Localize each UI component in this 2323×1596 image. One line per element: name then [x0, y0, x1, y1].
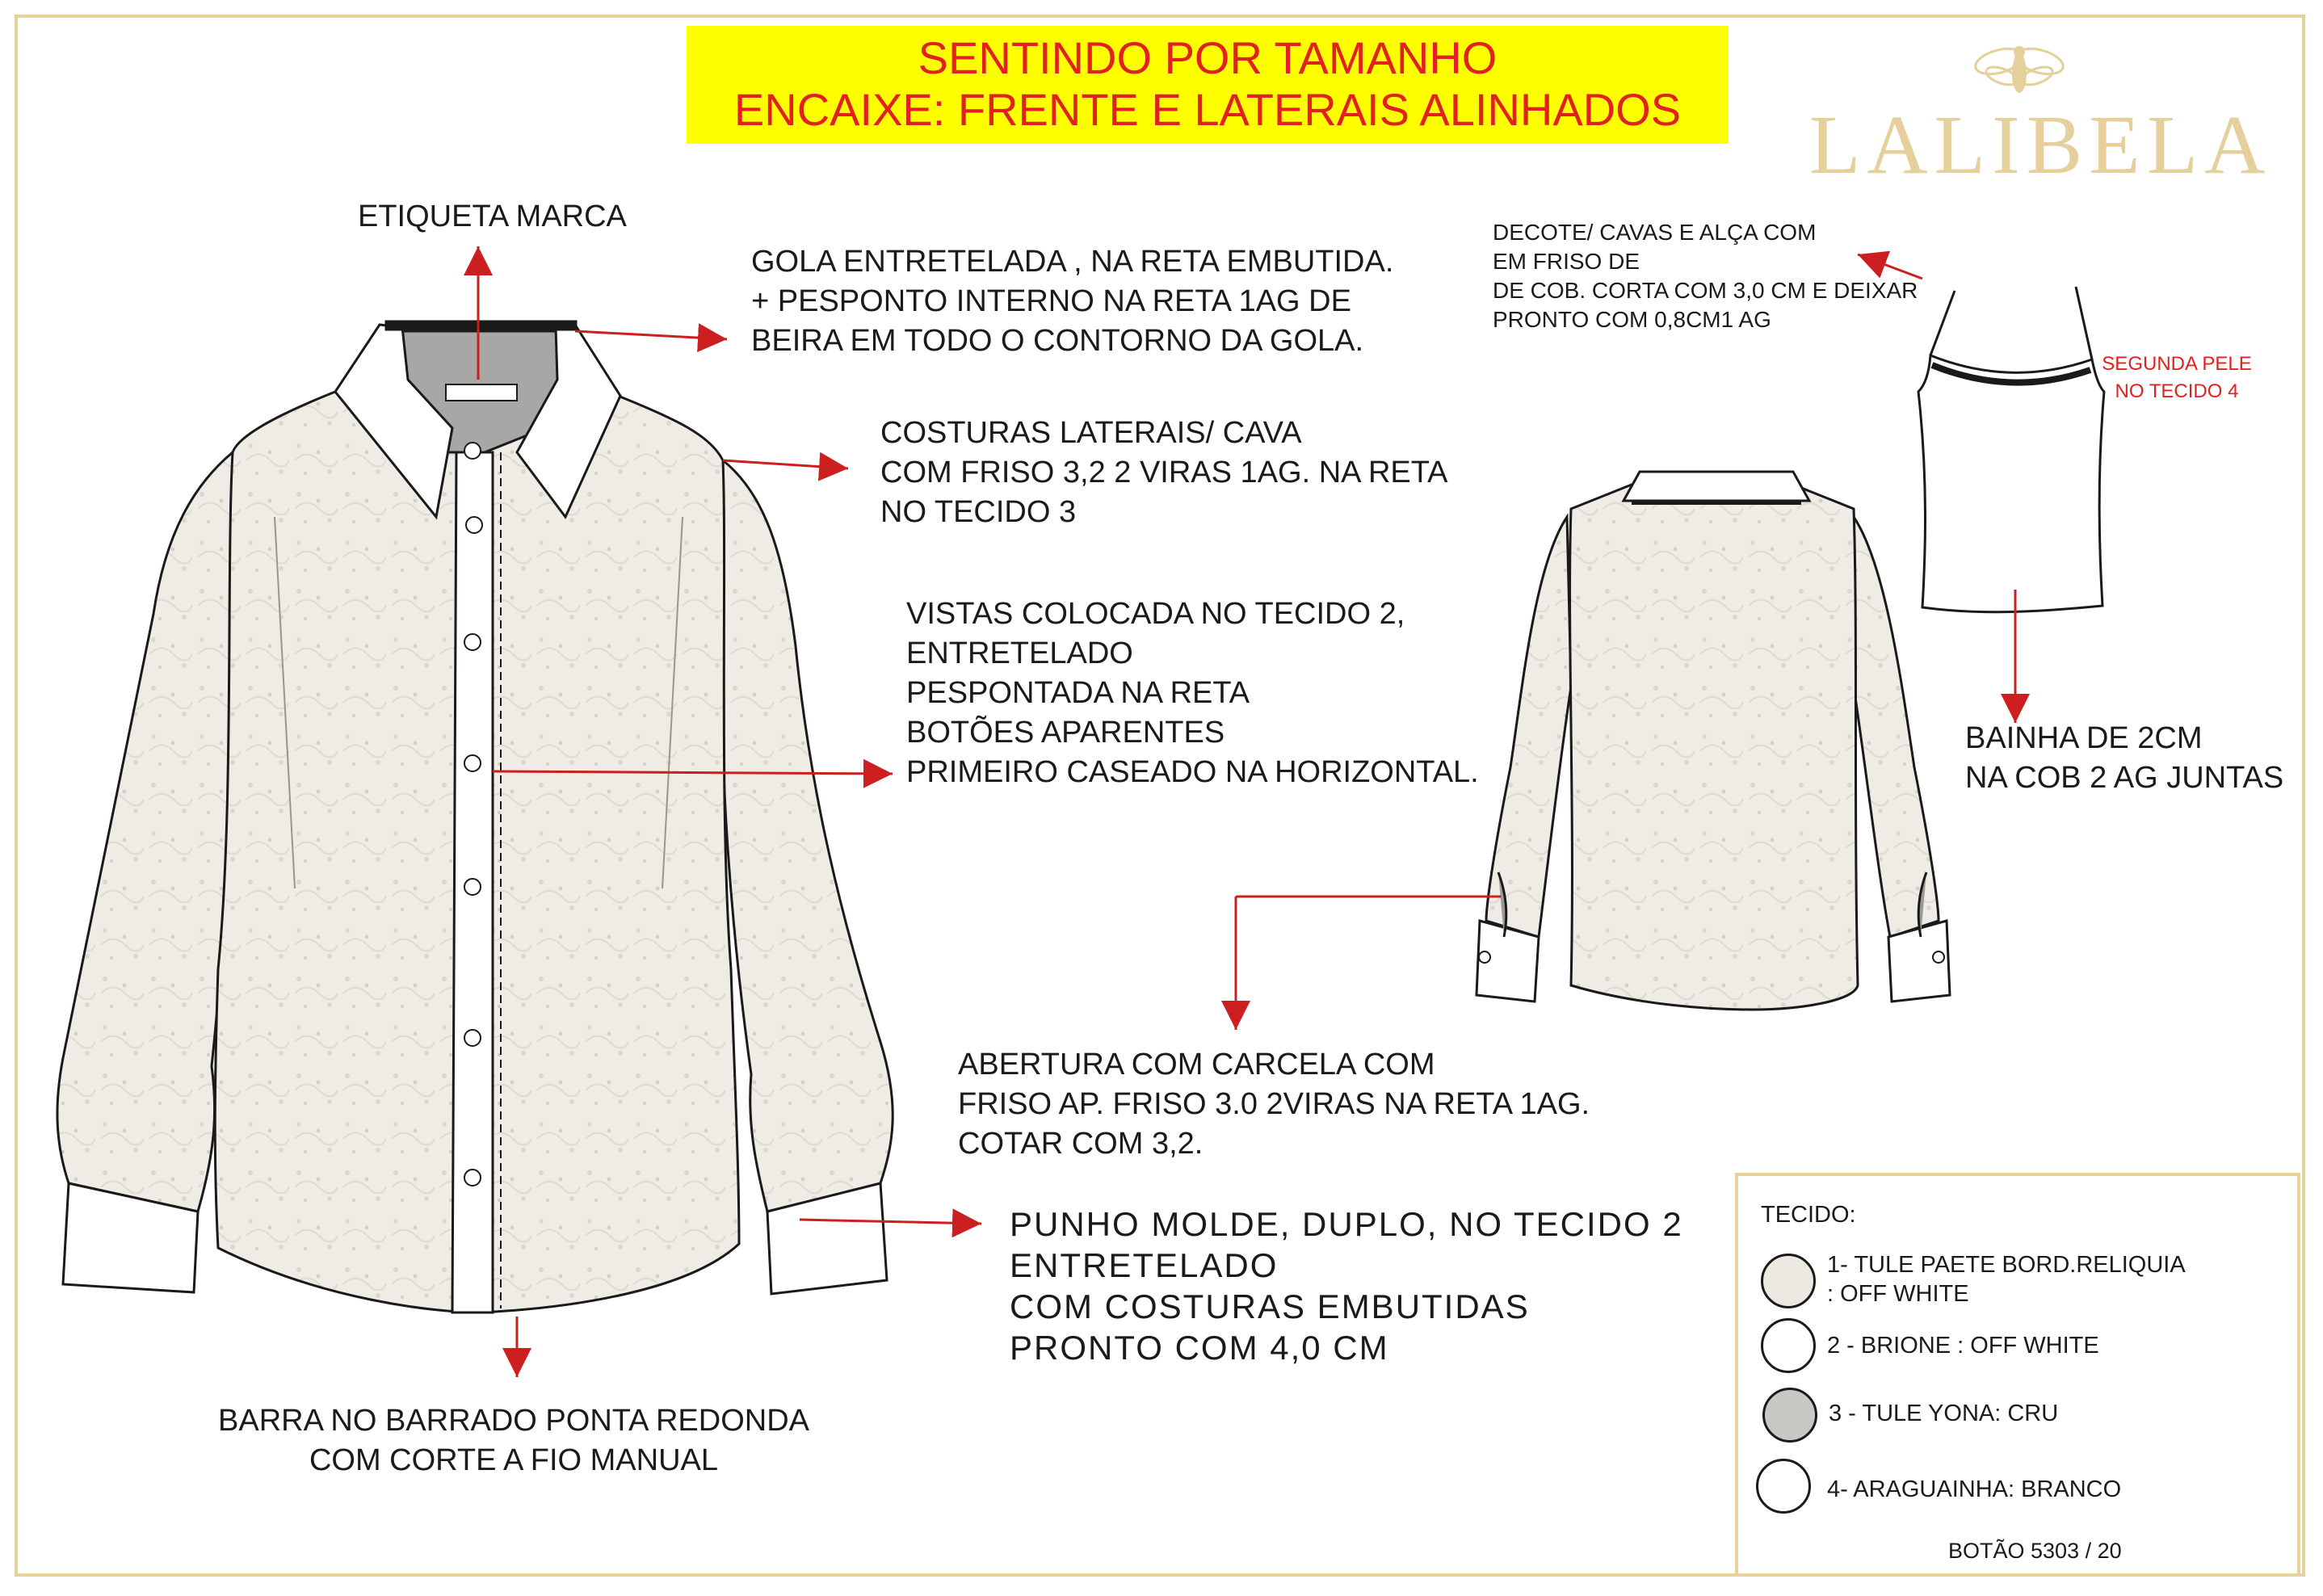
brand-label [446, 384, 517, 401]
note-costuras: COSTURAS LATERAIS/ CAVA COM FRISO 3,2 2 VIRAS 1AG. NA RETA NO TECIDO 3 [880, 416, 1448, 529]
legend-item-1: 1- TULE PAETE BORD.RELIQUIA : OFF WHITE [1827, 1252, 2186, 1307]
swatch-fabric-4 [1756, 1459, 1811, 1514]
swatch-fabric-3 [1762, 1388, 1817, 1443]
legend-item-3: 3 - TULE YONA: CRU [1829, 1401, 2059, 1426]
legend-item-4: 4- ARAGUAINHA: BRANCO [1827, 1476, 2122, 1502]
swatch-fabric-1 [1761, 1254, 1816, 1308]
camisole-body [1918, 355, 2104, 612]
back-body [1570, 485, 1858, 1010]
legend-title: TECIDO: [1761, 1202, 1856, 1228]
back-collar [1624, 472, 1809, 501]
note-gola: GOLA ENTRETELADA , NA RETA EMBUTIDA. + PESPONTO INTERNO NA RETA 1AG DE BEIRA EM TODO O CONTORNO DA GOLA. [751, 245, 1394, 358]
note-bainha: BAINHA DE 2CM NA COB 2 AG JUNTAS [1965, 721, 2284, 795]
right-sleeve [722, 460, 893, 1212]
note-barra: BARRA NO BARRADO PONTA REDONDA COM CORTE A FIO MANUAL [218, 1404, 809, 1477]
left-sleeve [57, 452, 234, 1212]
header-line-2: ENCAIXE: FRENTE E LATERAIS ALINHADOS [733, 84, 1682, 135]
swatch-fabric-2 [1761, 1318, 1816, 1373]
header-line-1: SENTINDO POR TAMANHO [918, 32, 1498, 83]
fabric-legend [1735, 1173, 2300, 1577]
note-punho: PUNHO MOLDE, DUPLO, NO TECIDO 2 ENTRETELADO COM COSTURAS EMBUTIDAS PRONTO COM 4,0 CM [1010, 1205, 1683, 1367]
note-vistas: VISTAS COLOCADA NO TECIDO 2, ENTRETELADO PESPONTADA NA RETA BOTÕES APARENTES PRIMEIRO CASEADO NA HORIZONTAL. [906, 597, 1479, 789]
camisole-drawing [1918, 287, 2104, 612]
note-segunda-pele: SEGUNDA PELE NO TECIDO 4 [2102, 353, 2252, 402]
note-decote: DECOTE/ CAVAS E ALÇA COM EM FRISO DE DE COB. CORTA COM 3,0 CM E DEIXAR PRONTO COM 0,8CM1 AG [1493, 220, 1918, 332]
legend-item-2: 2 - BRIONE : OFF WHITE [1827, 1333, 2099, 1359]
front-shirt-drawing [57, 321, 893, 1312]
note-etiqueta: ETIQUETA MARCA [358, 200, 627, 233]
note-abertura: ABERTURA COM CARCELA COM FRISO AP. FRISO 3.0 2VIRAS NA RETA 1AG. COTAR COM 3,2. [958, 1048, 1590, 1161]
back-shirt-drawing [1477, 472, 1950, 1010]
button-code: BOTÃO 5303 / 20 [1948, 1539, 2122, 1563]
brand-logo-text: LALIBELA [1809, 99, 2272, 191]
